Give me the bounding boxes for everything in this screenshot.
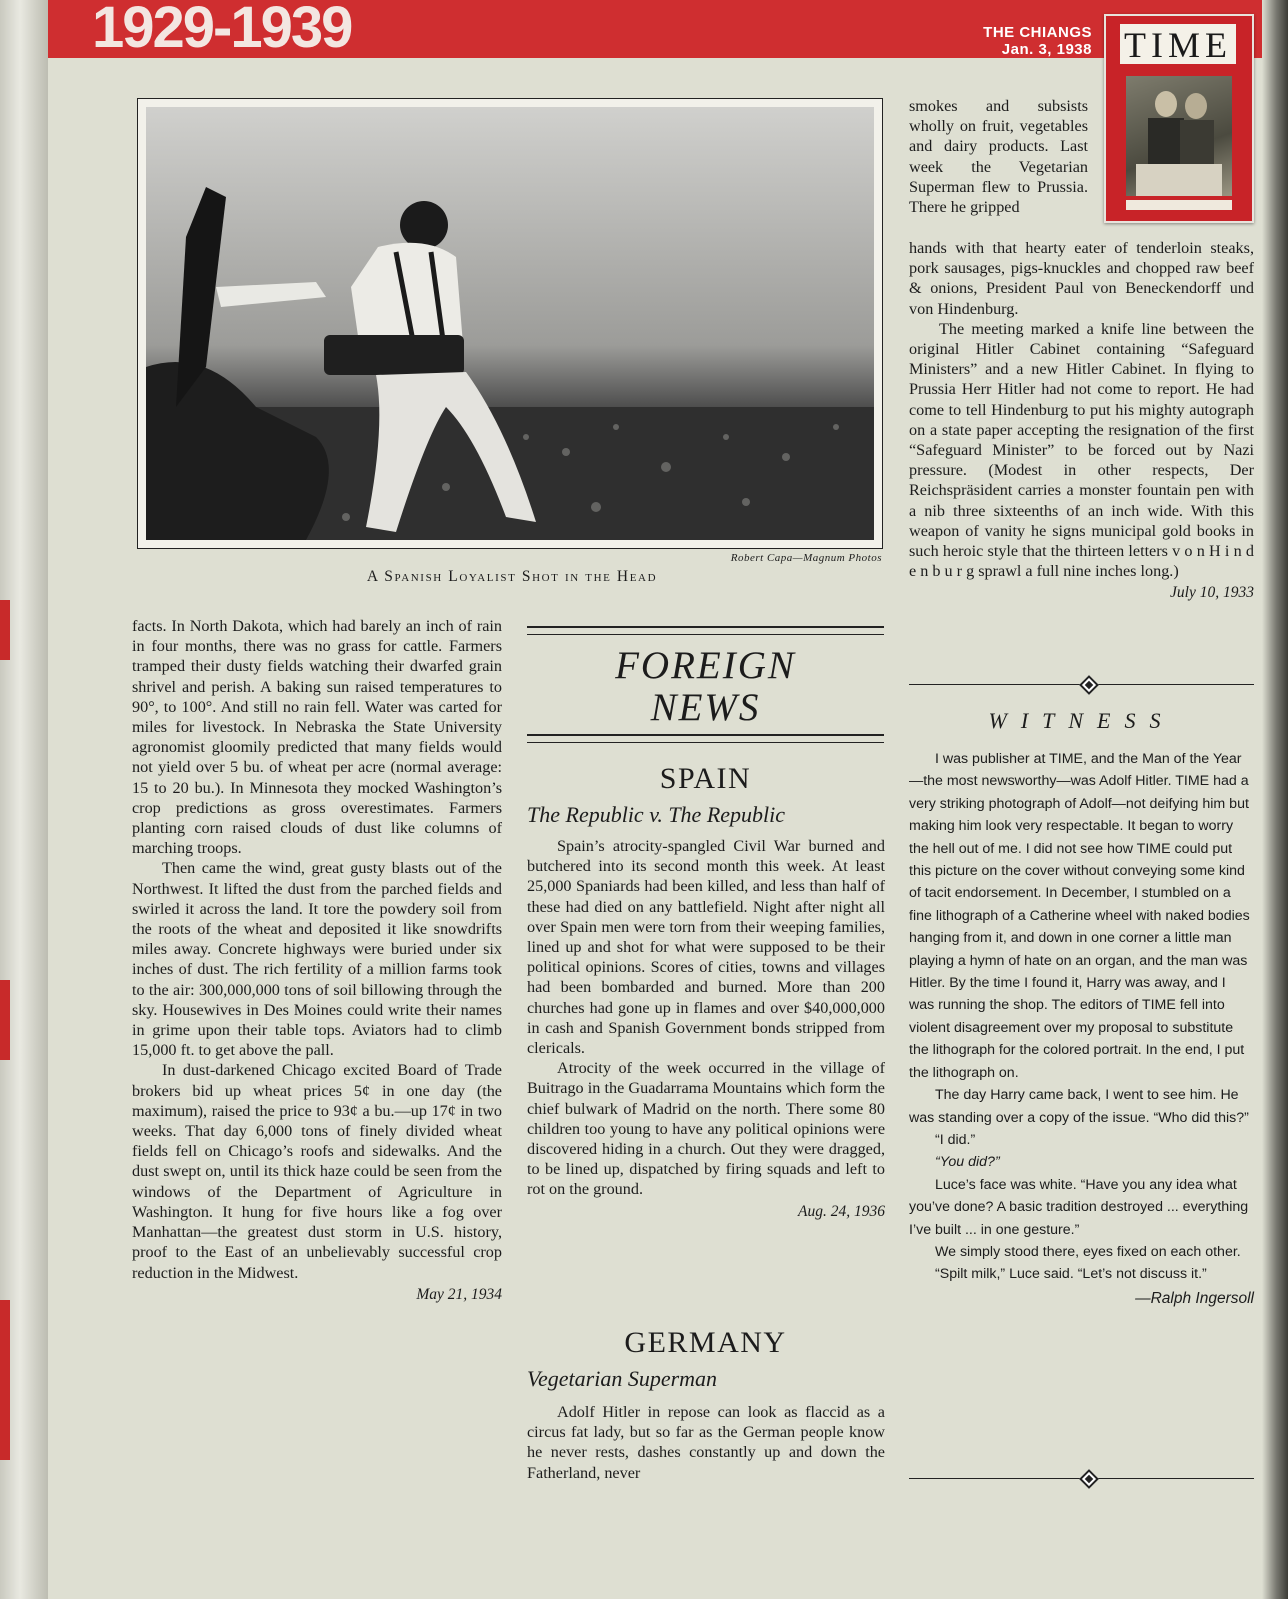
witness-article [909,748,1254,1310]
spain-heading: SPAIN [659,762,752,795]
photo-credit: Robert Capa—Magnum Photos [730,552,882,564]
article-paragraph: The meeting marked a knife line between the original Hitler Cabinet containing “Safeguard Ministers” and a new Hitler Cabinet. In flying to Prussia Herr Hitler had not come to report. He had come to tell Hindenburg to put his mighty autograph on a state paper accepting the resignation of the first “Safeguard Minister” to be forced out by Nazi pressure. (Modest in other respects, Der Reichspräsident carries a monster fountain pen with a nib three sixteenths of an inch wide. With this weapon of vanity he signs municipal gold books in such heroic style that the thirteen letters v o n H i n d e n b u r g sprawl a full nine inches long.) [909,319,1254,581]
article-paragraph: facts. In North Dakota, which had barely an inch of rain in four months, there was no grass for cattle. Farmers tramped their dusty fields watching their dwarfed grain shrivel and perish. A baking sun raised temperatures to 90°, to 100°. And still no rain fell. Water was carted for miles for livestock. In Nebraska the State University agronomist gloomily predicted that many fields would not yield over 5 bu. of wheat per acre (normal average: 15 to 20 bu.). In Minnesota they mocked Washington’s crop predictions as gross overestimates. Farmers planting corn raised clouds of dust like columns of marching troops. [132,617,502,858]
time-logo: TIME [1120,24,1236,64]
article-paragraph: Spain’s atrocity-spangled Civil War burned and butchered into its second month this week. At least 25,000 Spaniards had been killed, and less than half of these had died on any battlefield. Night after night all over Spain men were torn from their weeping families, lined up and shot for what were supposed to be their political opinions. Scores of cities, towns and villages had been bombarded and burned. More than 200 churches had gone up in flames and over $40,000,000 in cash and Spanish Government bonds stripped from clericals. [527,837,885,1058]
germany-subheading: Vegetarian Superman [527,1366,718,1391]
photo-caption: A Spanish Loyalist Shot in the Head [366,568,658,585]
article-paragraph: Adolf Hitler in repose can look as flaccid as a circus fat lady, but so far as the German people know he never rests, dashes constantly up and down the Fatherland, never [527,1403,885,1482]
foreign-news-line1: FOREIGN [615,644,796,687]
witness-heading: WITNESS [988,708,1175,733]
germany-continued-top [909,96,1088,217]
divider-ornament [1079,675,1099,695]
article-paragraph: Then came the wind, great gusty blasts out of the Northwest. It lifted the dust from the parched fields and swirled it across the land. It tore the powdery soil from the roots of the wheat and deposited it like snowdrifts miles away. Concrete highways were buried under six inches of dust. The rich fertility of a million farms took to the air: 300,000,000 tons of soil billowing through the sky. Housewives in Des Moines could write their names in grime upon their table tops. Aviators had to climb 15,000 ft. to get above the pall. [132,859,502,1060]
article-paragraph: “I did.” [935,1131,976,1148]
germany-article-start [527,1402,885,1483]
article-paragraph: smokes and subsists wholly on fruit, vegetables and dairy products. Last week the Vegetarian Superman flew to Prussia. There he gripped [909,97,1088,217]
article-paragraph: “Spilt milk,” Luce said. “Let’s not discuss it.” [935,1266,1207,1283]
era-title: 1929-1939 [92,0,352,60]
article-date: July 10, 1933 [1170,584,1254,602]
cover-caption [983,24,1092,58]
article-paragraph: Atrocity of the week occurred in the village of Buitrago in the Guadarrama Mountains which form the chief bulwark of Madrid on the north. There some 80 children too young to have any political opinions were discovered hiding in a church. Out they were dragged, to be lined up, dispatched by firing squads and left to rot on the ground. [527,1059,885,1199]
germany-continued [909,238,1254,604]
article-paragraph: We simply stood there, eyes fixed on each other. [935,1243,1241,1260]
article-date: Aug. 24, 1936 [798,1202,885,1220]
section-rule [527,626,884,635]
time-cover-thumbnail [1104,14,1254,223]
book-spine [0,0,48,1599]
page-edge-shadow [1262,0,1288,1599]
spain-article [527,836,885,1222]
dust-storm-article [132,616,502,1305]
article-paragraph: Luce’s face was white. “Have you any idea what you’ve done? A basic tradition destroyed ... everything I’ve built ... in one gesture.” [909,1176,1249,1238]
cover-portrait [1126,76,1232,196]
article-paragraph: “You did?” [935,1154,1000,1171]
spine-tab [0,980,10,1060]
foreign-news-heading [527,645,884,729]
spine-tab [0,1300,10,1460]
photo-frame [137,98,883,549]
article-paragraph: I was publisher at TIME, and the Man of the Year—the most newsworthy—was Adolf Hitler. TIME had a very striking photograph of Adolf—not deifying him but making him look very respectable. It began to worry the hell out of me. I did not see how TIME could put this picture on the cover without conveying some kind of tacit endorsement. In December, I stumbled on a fine lithograph of a Catherine wheel with naked bodies hanging from it, and down in one corner a little man playing a hymn of hate on an organ, and the man was Hitler. By the time I found it, Harry was away, and I was running the shop. The editors of TIME fell into violent disagreement over my proposal to substitute the lithograph for the colored portrait. In the end, I put the lithograph on. [909,751,1250,1081]
cover-footer [1126,200,1232,210]
section-rule [527,734,884,743]
witness-signature: —Ralph Ingersoll [1135,1289,1254,1307]
article-paragraph: In dust-darkened Chicago excited Board of Trade brokers bid up wheat prices 5¢ in one day (the maximum), raised the price to 93¢ a bu.—up 17¢ in two weeks. That day 6,000 tons of finely divided wheat fields fell on Chicago’s roofs and sidewalks. And the dust swept on, until its thick haze could be seen from the windows of the Department of Agriculture in Washington. It hung for five hours like a fog over Manhattan—the greatest dust storm in U.S. history, proof to the East of an unbelievably successful crop reduction in the Midwest. [132,1061,502,1282]
cover-caption-title: THE CHIANGS [983,24,1092,41]
article-paragraph: hands with that hearty eater of tenderloin steaks, pork sausages, pigs-knuckles and chopped raw beef & onions, President Paul von Beneckendorff und von Hindenburg. [909,239,1254,318]
photo-illustration [146,107,874,540]
germany-heading: GERMANY [624,1326,787,1359]
spine-tab [0,600,10,660]
article-paragraph: The day Harry came back, I went to see him. He was standing over a copy of the issue. “Who did this?” [909,1087,1249,1126]
article-date: May 21, 1934 [416,1285,502,1303]
falling-soldier-photo [146,107,874,540]
cover-caption-date: Jan. 3, 1938 [1001,41,1092,58]
spain-subheading: The Republic v. The Republic [527,802,786,827]
foreign-news-line2: NEWS [650,686,761,729]
cover-portrait-figures [1126,76,1232,196]
divider-ornament [1079,1469,1099,1489]
